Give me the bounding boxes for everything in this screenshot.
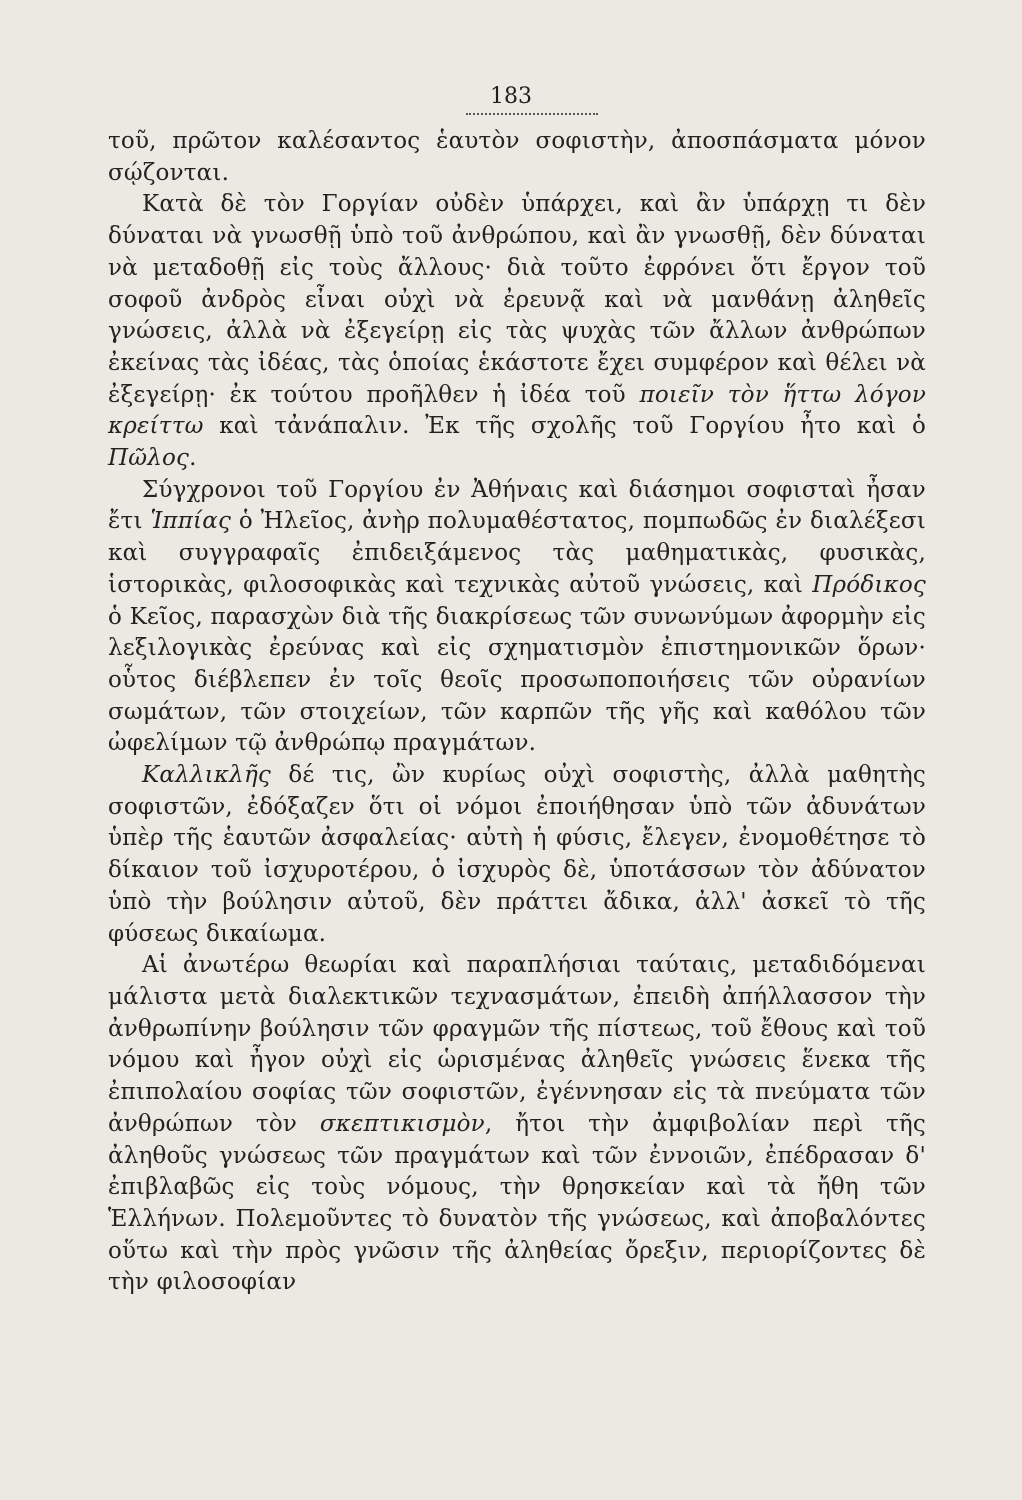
italic-term: Καλλικλῆς: [142, 762, 272, 789]
text-run: Κατὰ δὲ τὸν Γοργίαν οὐδὲν ὑπάρχει, καὶ ἂν ὑπάρχῃ τι δὲν δύναται νὰ γνωσθῇ ὑπὸ τοῦ ἀνθρώπου, καὶ ἂν γνωσθῇ, δὲν δύναται νὰ μεταδοθῇ εἰς τοὺς ἄλλους· διὰ τοῦτο ἐφρόνει ὅτι ἔργον τοῦ σοφοῦ ἀνδρὸς εἶναι οὐχὶ νὰ ἐρευνᾷ καὶ νὰ μανθάνῃ ἀληθεῖς γνώσεις, ἀλλὰ νὰ ἐξεγείρῃ εἰς τὰς ψυχὰς τῶν ἄλλων ἀνθρώπων ἐκείνας τὰς ἰδέας, τὰς ὁποίας ἑκάστοτε ἔχει συμφέρον καὶ θέλει νὰ ἐξεγείρῃ· ἐκ τούτου προῆλθεν ἡ ἰδέα τοῦ: [108, 191, 926, 408]
text-run: Αἱ ἀνωτέρω θεωρίαι καὶ παραπλήσιαι ταύταις, μεταδιδόμεναι μάλιστα μετὰ διαλεκτικῶν τεχνασμάτων, ἐπειδὴ ἀπήλλασσον τὴν ἀνθρωπίνην βούλησιν τῶν φραγμῶν τῆς πίστεως, τοῦ ἔθους καὶ τοῦ νόμου καὶ ἦγον οὐχὶ εἰς ὡρισμένας ἀληθεῖς γνώσεις ἕνεκα τῆς ἐπιπολαίου σοφίας τῶν σοφιστῶν, ἐγέννησαν εἰς τὰ πνεύματα τῶν ἀνθρώπων τὸν: [108, 952, 926, 1137]
paragraph: [108, 126, 926, 189]
text-run: ὁ Ἠλεῖος, ἀνὴρ πολυμαθέστατος, πομπωδῶς ἐν διαλέξεσι καὶ συγγραφαῖς ἐπιδειξάμενος τὰς μαθηματικὰς, φυσικὰς, ἱστορικὰς, φιλοσοφικὰς καὶ τεχνικὰς αὐτοῦ γνώσεις, καὶ: [108, 508, 926, 598]
text-run: δέ τις, ὢν κυρίως οὐχὶ σοφιστὴς, ἀλλὰ μαθητὴς σοφιστῶν, ἐδόξαζεν ὅτι οἱ νόμοι ἐποιήθησαν ὑπὸ τῶν ἀδυνάτων ὑπὲρ τῆς ἑαυτῶν ἀσφαλείας· αὐτὴ ἡ φύσις, ἔλεγεν, ἐνομοθέτησε τὸ δίκαιον τοῦ ἰσχυροτέρου, ὁ ἰσχυρὸς δὲ, ὑποτάσσων τὸν ἀδύνατον ὑπὸ τὴν βούλησιν αὐτοῦ, δὲν πράττει ἄδικα, ἀλλ' ἀσκεῖ τὸ τῆς φύσεως δικαίωμα.: [108, 762, 926, 947]
text-run: καὶ τἀνάπαλιν. Ἐκ τῆς σχολῆς τοῦ Γοργίου ἦτο καὶ ὁ: [203, 413, 926, 440]
page-number-rule: [466, 113, 598, 115]
text-run: ὁ Κεῖος, παρασχὼν διὰ τῆς διακρίσεως τῶν συνωνύμων ἀφορμὴν εἰς λεξιλογικὰς ἐρεύνας καὶ εἰς σχηματισμὸν ἐπιστημονικῶν ὅρων· οὗτος διέβλεπεν ἐν τοῖς θεοῖς προσωποποιήσεις τῶν οὐρανίων σωμάτων, τῶν στοιχείων, τῶν καρπῶν τῆς γῆς καὶ καθόλου τῶν ὠφελίμων τῷ ἀνθρώπῳ πραγμάτων.: [108, 603, 926, 757]
paragraph: [108, 950, 926, 1299]
paragraph: [108, 760, 926, 950]
italic-term: Πρόδικος: [812, 571, 926, 598]
italic-term: Ἱππίας: [150, 508, 232, 535]
paragraph: [108, 189, 926, 474]
text-run: .: [189, 445, 197, 472]
paragraph: [108, 475, 926, 760]
text-run: , ἤτοι τὴν ἀμφιβολίαν περὶ τῆς ἀληθοῦς γνώσεως τῶν πραγμάτων καὶ τῶν ἐννοιῶν, ἐπέδρασαν δ' ἐπιβλαβῶς εἰς τοὺς νόμους, τὴν θρησκείαν καὶ τὰ ἤθη τῶν Ἑλλήνων. Πολεμοῦντες τὸ δυνατὸν τῆς γνώσεως, καὶ ἀποβαλόντες οὕτω καὶ τὴν πρὸς γνῶσιν τῆς ἀληθείας ὄρεξιν, περιορίζοντες δὲ τὴν φιλοσοφίαν: [108, 1110, 926, 1296]
italic-term: ποιεῖν τὸν ἥττω λόγον κρείττω: [108, 381, 927, 440]
page-number: 183: [490, 84, 532, 109]
text-run: Σύγχρονοι τοῦ Γοργίου ἐν Ἀθήναις καὶ διάσημοι σοφισταὶ ἦσαν ἔτι: [108, 476, 926, 535]
text-run: τοῦ, πρῶτον καλέσαντος ἑαυτὸν σοφιστὴν, ἀποσπάσματα μόνον σῴζονται.: [108, 128, 926, 186]
italic-term: σκεπτικισμὸν: [319, 1110, 485, 1137]
italic-term: Πῶλος: [108, 445, 190, 472]
body-text: [108, 126, 926, 1299]
